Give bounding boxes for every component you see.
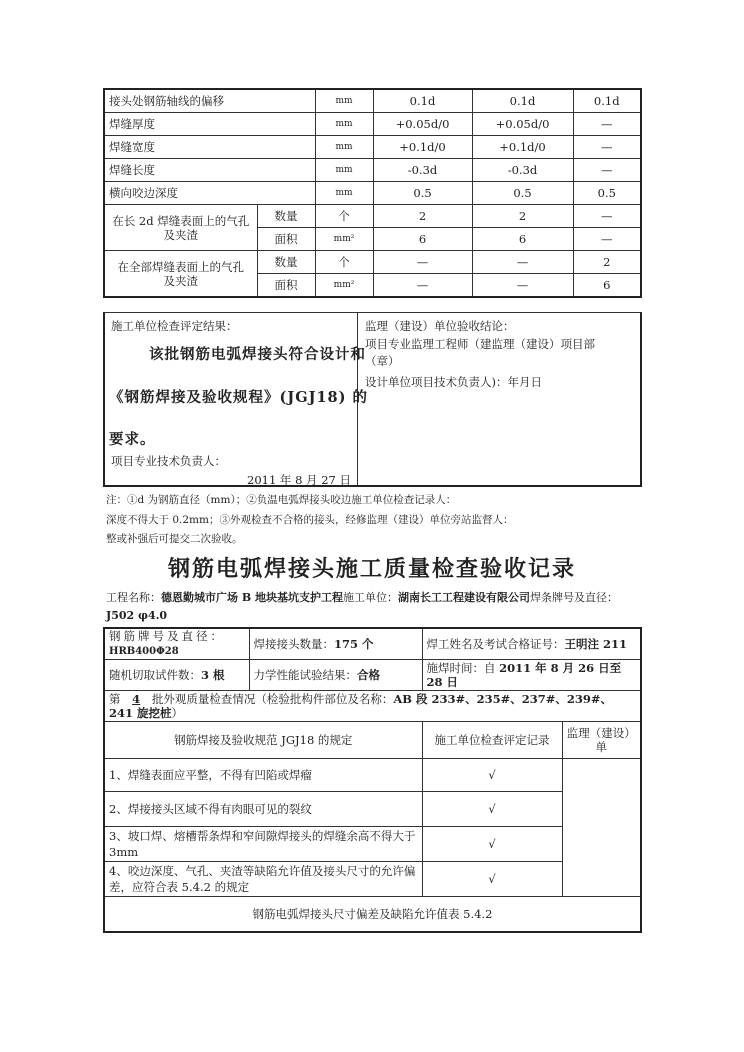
unit-cell: 个: [315, 251, 373, 274]
unit-cell: mm: [315, 159, 373, 182]
value-cell: 2: [373, 205, 472, 228]
spec-item: 3、坡口焊、熔槽帮条焊和窄间隙焊接头的焊缝余高不得大于 3mm: [104, 827, 422, 862]
value-cell: +0.05d/0: [373, 113, 472, 136]
contractor-value: 湖南长工工程建设有限公司: [397, 591, 530, 604]
spec-item: 4、咬边深度、气孔、夹渣等缺陷允许值及接头尺寸的允许偏差，应符合表 5.4.2 的规定: [104, 862, 422, 897]
unit-cell: 个: [315, 205, 373, 228]
value-cell: 0.1d: [472, 89, 573, 113]
value-cell: 0.1d: [573, 89, 641, 113]
conclusion-line: 该批钢筋电弧焊接头符合设计和: [149, 346, 366, 363]
value-cell: +0.1d/0: [472, 136, 573, 159]
supervisor-line: 设计单位项目技术负责人)：年月日: [365, 375, 542, 389]
unit-cell: mm: [315, 182, 373, 205]
value-cell: 6: [373, 228, 472, 251]
table-row: [104, 827, 641, 862]
item-label: 焊缝长度: [104, 159, 315, 182]
value-cell: -0.3d: [373, 159, 472, 182]
value-cell: —: [573, 205, 641, 228]
inspection-table: [103, 627, 642, 933]
joints-label: 焊接接头数量：: [253, 637, 334, 651]
project-info-line: [106, 589, 618, 605]
unit-cell: mm²: [315, 274, 373, 298]
table-row: [104, 792, 641, 827]
value-cell: —: [472, 251, 573, 274]
contractor-assessment: [105, 313, 369, 487]
weld-time-cell: [422, 660, 641, 691]
unit-cell: mm: [315, 113, 373, 136]
check-icon: √: [422, 759, 562, 792]
value-cell: —: [472, 274, 573, 298]
unit-cell: mm²: [315, 228, 373, 251]
supervisor-line: 项目专业监理工程师（建监理（建设）项目部: [365, 337, 595, 351]
header-supervisor: 监理（建设）单: [562, 722, 641, 759]
conclusion-line: 《钢筋焊接及验收规程》(JGJ18) 的: [109, 389, 369, 406]
value-cell: —: [573, 113, 641, 136]
tech-lead-label: 项目专业技术负责人：: [111, 454, 226, 468]
table-row: [104, 691, 641, 722]
table-row: [104, 759, 641, 792]
group-label: [104, 205, 257, 251]
electrode-label: 焊条牌号及直径：: [529, 591, 618, 604]
table-row: [104, 862, 641, 897]
value-cell: +0.05d/0: [472, 113, 573, 136]
spec-item: 1、焊缝表面应平整，不得有凹陷或焊瘤: [104, 759, 422, 792]
check-icon: √: [422, 862, 562, 897]
rebar-cell: [104, 628, 249, 660]
note-line: 深度不得大于 0.2mm；③外观检查不合格的接头，经修监理（建设）单位旁站监督人：: [106, 514, 514, 526]
table-row: [104, 89, 641, 113]
table-row: [104, 251, 641, 274]
item-label: 接头处钢筋轴线的偏移: [104, 89, 315, 113]
welder-label: 焊工姓名及考试合格证号：: [426, 637, 565, 651]
supervisor-conclusion: [357, 313, 640, 485]
batch-suffix: ）: [171, 706, 184, 720]
value-cell: 2: [472, 205, 573, 228]
group-label-line: 及夹渣: [163, 273, 198, 288]
contractor-label: 施工单位：: [342, 591, 398, 604]
item-label: 焊缝厚度: [104, 113, 315, 136]
value-cell: 0.1d: [373, 89, 472, 113]
samples-value: 3 根: [201, 668, 225, 682]
project-label: 工程名称：: [106, 591, 161, 604]
samples-cell: [104, 660, 249, 691]
tolerance-table: [103, 88, 642, 298]
value-cell: 6: [573, 274, 641, 298]
value-cell: —: [573, 159, 641, 182]
joints-value: 175 个: [334, 637, 374, 651]
rebar-value: HRB400Φ28: [109, 646, 179, 657]
value-cell: 0.5: [472, 182, 573, 205]
sub-label: 数量: [257, 205, 315, 228]
sub-label: 面积: [257, 228, 315, 251]
batch-number: 4: [132, 692, 141, 706]
group-label-line: 在长 2d 焊缝表面上的气孔: [112, 213, 250, 228]
group-label: [104, 251, 257, 298]
supervisor-line: （章）: [365, 354, 400, 368]
signoff-section: [103, 312, 642, 487]
table-row: [104, 205, 641, 228]
group-label-line: 及夹渣: [163, 227, 198, 242]
weld-time-value: 2011 年 8 月 26 日至 28 日: [426, 661, 622, 689]
table-row: [104, 113, 641, 136]
assessment-date: 2011 年 8 月 27 日: [247, 473, 351, 487]
check-icon: √: [422, 792, 562, 827]
value-cell: +0.1d/0: [373, 136, 472, 159]
note-line: 注：①d 为钢筋直径（mm）；②负温电弧焊接头咬边施工单位检查记录人：: [106, 494, 457, 506]
project-value: 德恩勤城市广场 B 地块基坑支护工程: [161, 591, 343, 604]
mech-cell: [249, 660, 422, 691]
table-row: [104, 182, 641, 205]
header-contractor: 施工单位检查评定记录: [422, 722, 562, 759]
table-row: [104, 660, 641, 691]
sub-label: 面积: [257, 274, 315, 298]
samples-label: 随机切取试件数：: [109, 668, 201, 682]
value-cell: —: [573, 136, 641, 159]
supervisor-heading: 监理（建设）单位验收结论：: [365, 319, 515, 333]
header-spec: 钢筋焊接及验收规范 JGJ18 的规定: [104, 722, 422, 759]
joints-cell: [249, 628, 422, 660]
contractor-heading: 施工单位检查评定结果：: [111, 319, 238, 333]
welder-cell: [422, 628, 641, 660]
unit-cell: mm: [315, 89, 373, 113]
table-footer-caption: 钢筋电弧焊接头尺寸偏差及缺陷允许值表 5.4.2: [104, 897, 641, 933]
batch-prefix: 第: [109, 692, 121, 706]
table-row: [104, 159, 641, 182]
value-cell: 0.5: [373, 182, 472, 205]
unit-cell: mm: [315, 136, 373, 159]
mech-label: 力学性能试验结果：: [253, 668, 357, 682]
conclusion-line: 要求。: [109, 431, 156, 448]
group-label-line: 在全部焊缝表面上的气孔: [117, 259, 244, 274]
value-cell: 0.5: [573, 182, 641, 205]
electrode-value: J502 φ4.0: [106, 609, 168, 622]
note-line: 整或补强后可提交二次验收。: [106, 533, 243, 545]
batch-cell: [104, 691, 641, 722]
table-row: [104, 897, 641, 933]
table-row: [104, 628, 641, 660]
batch-value: AB 段 233#、235#、237#、239#、241 旋挖桩: [109, 692, 613, 720]
weld-time-label: 施焊时间：自: [426, 661, 500, 675]
value-cell: -0.3d: [472, 159, 573, 182]
item-label: 焊缝宽度: [104, 136, 315, 159]
rebar-label: 钢筋牌号及直径：: [109, 629, 225, 643]
value-cell: —: [373, 274, 472, 298]
batch-text: 批外观质量检查情况（检验批构件部位及名称：: [151, 692, 394, 706]
mech-value: 合格: [357, 668, 380, 682]
check-icon: √: [422, 827, 562, 862]
welder-value: 王明注 211: [564, 637, 628, 651]
item-label: 横向咬边深度: [104, 182, 315, 205]
table-row: [104, 136, 641, 159]
value-cell: —: [573, 228, 641, 251]
supervisor-record: [562, 759, 641, 897]
sub-label: 数量: [257, 251, 315, 274]
value-cell: 6: [472, 228, 573, 251]
page-title: 钢筋电弧焊接头施工质量检查验收记录: [167, 557, 576, 582]
value-cell: —: [373, 251, 472, 274]
spec-item: 2、焊接接头区域不得有肉眼可见的裂纹: [104, 792, 422, 827]
table-header-row: [104, 722, 641, 759]
value-cell: 2: [573, 251, 641, 274]
